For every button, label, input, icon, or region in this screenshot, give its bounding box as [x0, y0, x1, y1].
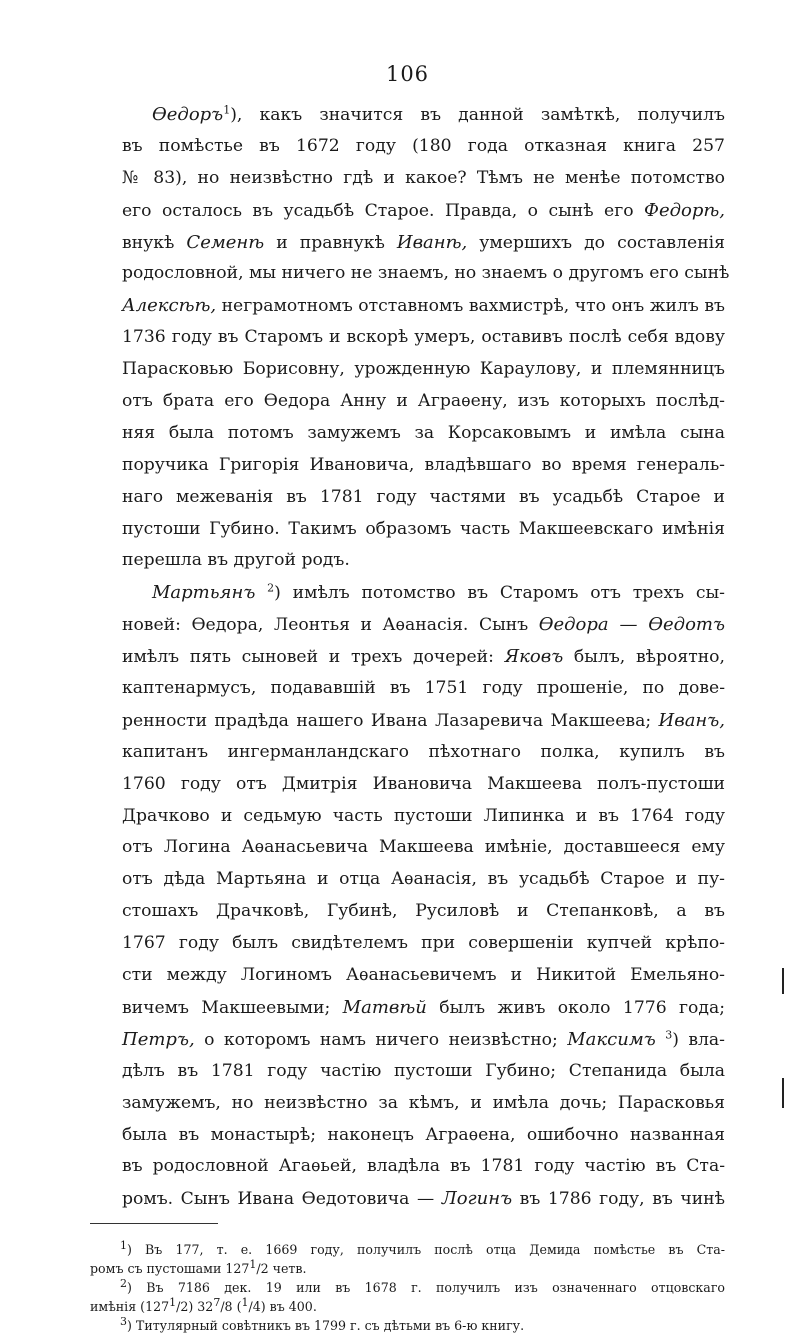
text-run: имѣлъ пять сыновей и трехъ дочерей:: [122, 647, 505, 668]
text-line: [90, 769, 725, 801]
footnote-marker: 1: [120, 1238, 127, 1252]
text-line: [90, 290, 725, 322]
footnote-marker: 3: [665, 1028, 673, 1042]
text-run: былъ живъ около 1776 года;: [426, 997, 726, 1018]
text-run: Драчково и седьмую часть пустоши Липинка и въ 1764 году: [122, 805, 725, 826]
text-run: ромъ. Сынъ Ивана Өедотовича —: [122, 1189, 442, 1210]
text-line: [90, 322, 725, 354]
text-run: /4) въ 400.: [248, 1299, 317, 1315]
text-run: каптенармусъ, подававшій въ 1751 году прошеніе, по дове-: [122, 678, 725, 699]
text-line: [90, 960, 725, 992]
text-run: ромъ съ пустошами 127: [90, 1261, 250, 1277]
text-run: была въ монастырѣ; наконецъ Аграѳена, ошибочно названная: [122, 1124, 725, 1145]
text-line: [90, 577, 725, 609]
text-run: ) Въ 177, т. е. 1669 году, получилъ послѣ отца Демида помѣстье въ Ста-: [127, 1242, 725, 1258]
text-run: неграмотномъ отставномъ вахмистрѣ, что онъ жилъ въ: [216, 296, 725, 317]
text-run: 1736 году въ Старомъ и вскорѣ умеръ, оставивъ послѣ себя вдову: [122, 327, 725, 348]
text-line: [90, 131, 725, 163]
italic-name: Матвѣй: [342, 996, 427, 1018]
text-run: умершихъ до составленія: [467, 232, 725, 253]
page-number: 106: [385, 62, 430, 86]
text-line: [90, 705, 725, 737]
text-line: [90, 418, 725, 450]
footnote-marker: 1: [169, 1295, 177, 1309]
italic-name: Яковъ: [504, 646, 564, 668]
scan-edge-mark: [782, 1078, 784, 1108]
text-line: [90, 641, 725, 673]
text-line: [90, 1024, 725, 1056]
text-line: [90, 928, 725, 960]
book-page: [90, 60, 730, 1334]
italic-name: Иванѣ,: [396, 231, 468, 253]
text-line: [90, 1151, 725, 1183]
footnote-marker: 7: [213, 1295, 221, 1309]
text-run: его осталось въ усадьбѣ Старое. Правда, о сынѣ его: [122, 200, 645, 221]
text-run: отъ дѣда Мартьяна и отца Аѳанасія, въ усадьбѣ Старое и пу-: [122, 869, 725, 890]
text-run: 1760 году отъ Дмитрія Ивановича Макшеева полъ-пустоши: [122, 773, 725, 794]
text-run: въ родословной Агаѳьей, владѣла въ 1781 году частію въ Ста-: [122, 1156, 725, 1177]
text-line: [90, 673, 725, 705]
text-run: капитанъ ингерманландскаго пѣхотнаго полка, купилъ въ: [122, 741, 725, 762]
text-run: /8 (: [220, 1299, 242, 1315]
text-run: наго межеванія въ 1781 году частями въ усадьбѣ Старое и: [122, 486, 725, 507]
text-run: замужемъ, но неизвѣстно за кѣмъ, и имѣла дочь; Парасковья: [122, 1092, 725, 1113]
text-run: ) Въ 7186 дек. 19 или въ 1678 г. получилъ изъ означеннаго отцовскаго: [127, 1280, 725, 1296]
text-line: [90, 864, 725, 896]
text-line: [90, 992, 725, 1024]
text-run: /2) 32: [176, 1299, 214, 1315]
scan-edge-mark: [782, 968, 784, 994]
text-line: [90, 545, 725, 577]
text-run: Парасковью Борисовну, урожденную Караулову, и племянницъ: [122, 359, 725, 380]
text-line: [90, 896, 725, 928]
footnote-line: [90, 1278, 725, 1297]
text-run: перешла въ другой родъ.: [122, 550, 350, 571]
footnote-line: [90, 1240, 725, 1259]
text-run: стошахъ Драчковѣ, Губинѣ, Русиловѣ и Степанковѣ, а въ: [122, 901, 725, 922]
text-line: [90, 801, 725, 833]
text-line: [90, 1056, 725, 1088]
main-text: [90, 99, 730, 1215]
italic-name: Өедора — Өедотъ: [538, 614, 725, 636]
text-line: [90, 737, 725, 769]
text-run: № 83), но неизвѣстно гдѣ и какое? Тѣмъ не менѣе потомство: [122, 167, 725, 188]
footnote-marker: 3: [120, 1314, 127, 1328]
text-run: о которомъ намъ ничего неизвѣстно;: [194, 1029, 568, 1050]
footnote-separator: [90, 1223, 218, 1224]
footnotes: [90, 1240, 725, 1335]
text-run: внукѣ: [122, 232, 187, 253]
text-run: сти между Логиномъ Аѳанасьевичемъ и Никитой Емельяно-: [122, 965, 725, 986]
text-run: ), какъ значится въ данной замѣткѣ, получилъ: [230, 105, 725, 125]
footnote-marker: 2: [120, 1276, 127, 1290]
text-run: новей: Өедора, Леонтья и Аѳанасія. Сынъ: [122, 615, 539, 636]
main-paragraphs: [90, 99, 730, 1215]
text-line: [90, 609, 725, 641]
italic-name: Логинъ: [441, 1188, 513, 1210]
text-line: [90, 1120, 725, 1152]
text-run: 1767 году былъ свидѣтелемъ при совершеніи купчей крѣпо-: [122, 933, 725, 954]
italic-name: Өедоръ: [152, 104, 224, 125]
footnote-line: [90, 1297, 725, 1316]
text-line: [90, 163, 725, 195]
text-line: [90, 1183, 725, 1215]
text-run: ) имѣлъ потомство въ Старомъ отъ трехъ сы-: [274, 583, 725, 604]
text-line: [90, 1088, 725, 1120]
footnote-marker: 1: [249, 1257, 257, 1271]
text-line: [90, 258, 730, 290]
text-line: [90, 482, 725, 514]
text-run: [656, 1030, 665, 1050]
footnote-marker: 1: [241, 1295, 249, 1309]
italic-name: Федорѣ,: [644, 199, 725, 221]
text-run: ) вла-: [672, 1029, 725, 1050]
footnote-marker: 1: [223, 103, 231, 117]
text-run: пустоши Губино. Такимъ образомъ часть Макшеевскаго имѣнія: [122, 518, 725, 539]
text-run: родословной, мы ничего не знаемъ, но знаемъ о другомъ его сынѣ: [122, 263, 730, 284]
italic-name: Иванъ,: [658, 709, 725, 731]
text-run: былъ, вѣроятно,: [563, 647, 725, 668]
text-line: [90, 450, 725, 482]
text-run: ) Титулярный совѣтникъ въ 1799 г. съ дѣтьми въ 6-ю книгу.: [127, 1318, 525, 1334]
italic-name: Мартьянъ: [152, 582, 256, 604]
italic-name: Семенѣ: [186, 231, 265, 253]
text-line: [90, 354, 725, 386]
text-line: [90, 227, 725, 259]
text-run: поручика Григорія Ивановича, владѣвшаго во время генераль-: [122, 454, 725, 475]
footnote-line: [90, 1259, 725, 1278]
text-run: въ помѣстье въ 1672 году (180 года отказная книга 257: [122, 135, 725, 156]
text-run: отъ брата его Өедора Анну и Аграѳену, изъ которыхъ послѣд-: [122, 391, 725, 412]
text-line: [90, 386, 725, 418]
italic-name: Алексѣѣ,: [122, 295, 217, 317]
text-run: и правнукѣ: [264, 232, 397, 253]
text-run: няя была потомъ замужемъ за Корсаковымъ и имѣла сына: [122, 422, 725, 443]
text-run: дѣлъ въ 1781 году частію пустоши Губино; Степанида была: [122, 1060, 725, 1081]
italic-name: Петръ,: [122, 1028, 195, 1050]
text-run: ренности прадѣда нашего Ивана Лазаревича Макшеева;: [122, 710, 659, 731]
text-line: [90, 514, 725, 546]
text-run: [255, 583, 267, 603]
text-line: [90, 99, 725, 131]
text-line: [90, 195, 725, 227]
text-run: вичемъ Макшеевыми;: [122, 997, 343, 1018]
text-run: въ 1786 году, въ чинѣ: [512, 1189, 725, 1210]
footnote-marker: 2: [267, 581, 275, 595]
text-line: [90, 832, 725, 864]
footnote-line: [90, 1316, 725, 1335]
italic-name: Максимъ: [567, 1028, 656, 1050]
text-run: имѣнія (127: [90, 1299, 170, 1315]
text-run: отъ Логина Аѳанасьевича Макшеева имѣніе, доставшееся ему: [122, 837, 725, 858]
text-run: /2 четв.: [256, 1261, 307, 1277]
